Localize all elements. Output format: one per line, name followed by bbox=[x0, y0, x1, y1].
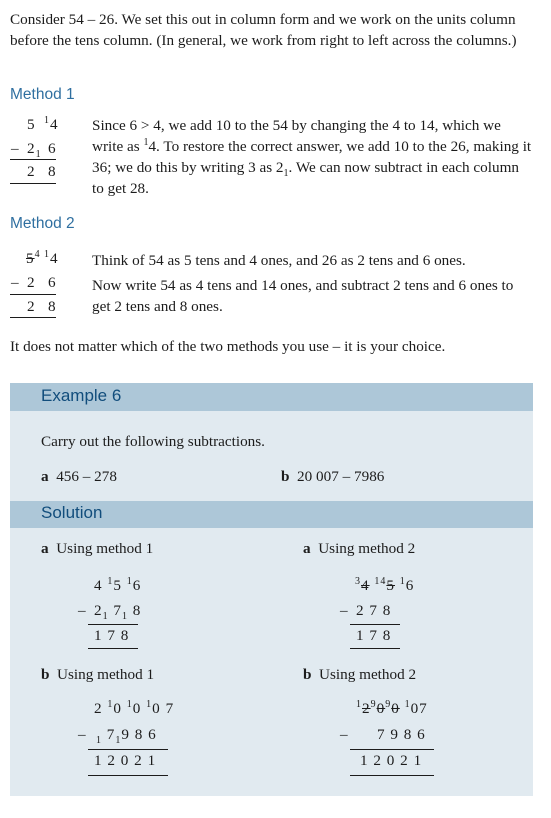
example-prompt: Carry out the following subtractions. bbox=[41, 433, 265, 450]
solution-b2-caption: b Using method 2 bbox=[303, 666, 417, 683]
solution-b2-rule-bottom bbox=[350, 775, 434, 776]
solution-b1-top: 2 $^1$0 $^1$0 $^1$0 7 bbox=[94, 698, 175, 717]
intro-paragraph: Consider 54 – 26. We set this out in column form and we work on the units column before the tens column. (In general, we work from right to left across the columns.) bbox=[10, 11, 517, 49]
method2-line2: Now write 54 as 4 tens and 14 ones, and subtract 2 tens and 6 ones to get 2 tens and 8 ones. bbox=[92, 277, 514, 315]
solution-a1-minus: – bbox=[78, 602, 87, 619]
solution-b2-rule-top bbox=[350, 749, 434, 750]
m2-answer-tens: 2 bbox=[27, 298, 36, 315]
solution-a2-minus: – bbox=[340, 602, 349, 619]
solution-b2-top: $^12^90^90$ $^1$07 bbox=[356, 698, 428, 717]
m1-top-units: $^1$4 bbox=[44, 114, 59, 133]
solution-a1-top: 4 $^1$5 $^1$6 bbox=[94, 575, 142, 594]
m1-answer-tens: 2 bbox=[27, 163, 36, 180]
example-part-a: a 456 – 278 bbox=[41, 468, 117, 485]
solution-a1-bottom: $2_1$ $7_1$ 8 bbox=[94, 602, 142, 623]
m2-rule-top bbox=[10, 294, 56, 295]
solution-a2-answer: 1 7 8 bbox=[356, 627, 392, 644]
solution-a2-rule-bottom bbox=[350, 648, 400, 649]
solution-a2-caption: a Using method 2 bbox=[303, 540, 416, 557]
m1-rule-bottom bbox=[10, 183, 56, 184]
solution-a1-rule-top bbox=[88, 624, 138, 625]
example-part-b: b 20 007 – 7986 bbox=[281, 468, 385, 485]
m2-top-units: $^1$4 bbox=[44, 248, 59, 267]
solution-a1-rule-bottom bbox=[88, 648, 138, 649]
solution-b1-caption: b Using method 1 bbox=[41, 666, 155, 683]
solution-b1-rule-top bbox=[88, 749, 168, 750]
m1-answer-units: 8 bbox=[48, 163, 57, 180]
solution-b2-minus: – bbox=[340, 726, 349, 743]
method2-line1: Think of 54 as 5 tens and 4 ones, and 26 as 2 tens and 6 ones. bbox=[92, 252, 466, 269]
m2-top-tens: $5^4$ bbox=[26, 248, 41, 267]
method1-heading: Method 1 bbox=[10, 86, 75, 103]
m2-minus-sign: – bbox=[11, 274, 20, 291]
method1-explanation: Since 6 > 4, we add 10 to the 54 by changing the 4 to 14, which we write as $^1$4. To restore the correct answer, we add 10 to the 26, making it 36; we do this by writing 3 as $2_1$. We can now subtract in each column to get 28. bbox=[92, 117, 532, 197]
solution-a2-top: $^3$4 $^{14}$5 $^1$6 bbox=[355, 575, 415, 594]
m1-top-tens: 5 bbox=[27, 116, 36, 133]
solution-title: Solution bbox=[41, 503, 103, 522]
m1-rule-top bbox=[10, 159, 56, 160]
solution-b1-rule-bottom bbox=[88, 775, 168, 776]
solution-a2-bottom: 2 7 8 bbox=[356, 602, 392, 619]
m1-minus-sign: – bbox=[11, 140, 20, 157]
solution-b1-answer: 1 2 0 2 1 bbox=[94, 752, 157, 769]
m2-rule-bottom bbox=[10, 317, 56, 318]
solution-b2-answer: 1 2 0 2 1 bbox=[360, 752, 423, 769]
solution-b2-bottom: 7 9 8 6 bbox=[377, 726, 426, 743]
solution-a1-answer: 1 7 8 bbox=[94, 627, 130, 644]
conclusion-text: It does not matter which of the two methods you use – it is your choice. bbox=[10, 338, 446, 355]
method2-heading: Method 2 bbox=[10, 215, 75, 232]
m2-answer-units: 8 bbox=[48, 298, 57, 315]
example-title: Example 6 bbox=[41, 386, 122, 405]
solution-a1-caption: a Using method 1 bbox=[41, 540, 154, 557]
m1-bottom-tens: $2_1$ bbox=[27, 140, 42, 161]
m2-bottom-units: 6 bbox=[48, 274, 57, 291]
m1-bottom-units: 6 bbox=[48, 140, 57, 157]
solution-a2-rule-top bbox=[350, 624, 400, 625]
solution-b1-minus: – bbox=[78, 726, 87, 743]
m2-bottom-tens: 2 bbox=[27, 274, 36, 291]
solution-b1-bottom: $_1$ $7_19$ 8 6 bbox=[96, 726, 157, 747]
